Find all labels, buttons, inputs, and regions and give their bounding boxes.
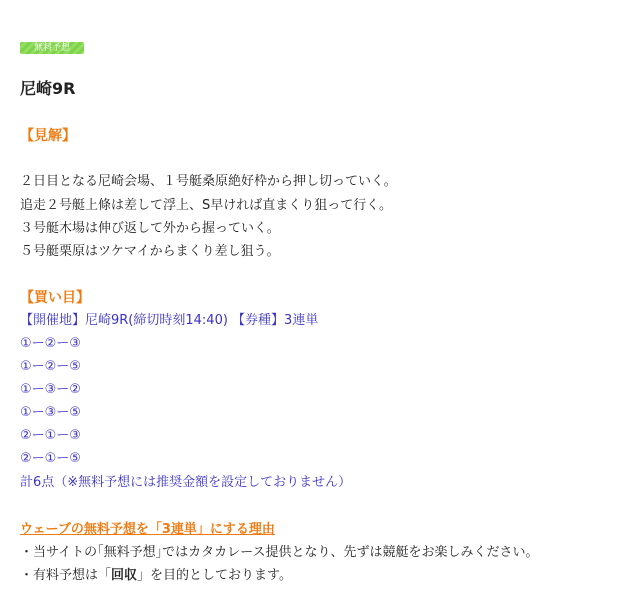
bet-total: 計6点（※無料予想には推奨金額を設定しておりません） xyxy=(20,475,352,490)
bet-combo-4: ①ー③ー⑤ xyxy=(20,405,81,420)
reason-heading-link[interactable]: ウェーブの無料予想を「3連単」にする理由 xyxy=(20,522,275,537)
bet-combo-1: ①ー②ー③ xyxy=(20,336,81,351)
bets-heading: 【買い目】 xyxy=(20,290,90,306)
reason-line-2-prefix: ・有料予想は「 xyxy=(20,568,112,583)
race-title: 尼崎9R xyxy=(20,79,76,98)
free-prediction-badge: 無料予想 xyxy=(20,42,84,54)
reason-line-2-emphasis: 回収 xyxy=(111,568,138,583)
view-heading: 【見解】 xyxy=(20,128,76,144)
bet-combo-5: ②ー①ー③ xyxy=(20,428,81,443)
reason-line-1: ・当サイトの｢無料予想｣ではカタカレース提供となり、先ずは競艇をお楽しみください。 xyxy=(20,545,539,560)
bet-info: 【開催地】尼崎9R(締切時刻14:40) 【券種】3連単 xyxy=(20,313,319,328)
reason-line-2-suffix: 」を目的としております。 xyxy=(137,568,292,583)
reason-line-2 xyxy=(20,566,292,586)
view-line-3: ３号艇木場は伸び返して外から握っていく。 xyxy=(20,221,280,236)
view-line-2: 追走２号艇上條は差して浮上、S早ければ直まくり狙って行く。 xyxy=(20,198,392,213)
view-line-4: ５号艇栗原はツケマイからまくり差し狙う。 xyxy=(20,244,280,259)
view-line-1: ２日目となる尼崎会場、１号艇桑原絶好枠から押し切っていく。 xyxy=(20,174,397,189)
bet-combo-2: ①ー②ー⑤ xyxy=(20,359,81,374)
bet-combo-6: ②ー①ー⑤ xyxy=(20,451,81,466)
bet-combo-3: ①ー③ー② xyxy=(20,382,81,397)
